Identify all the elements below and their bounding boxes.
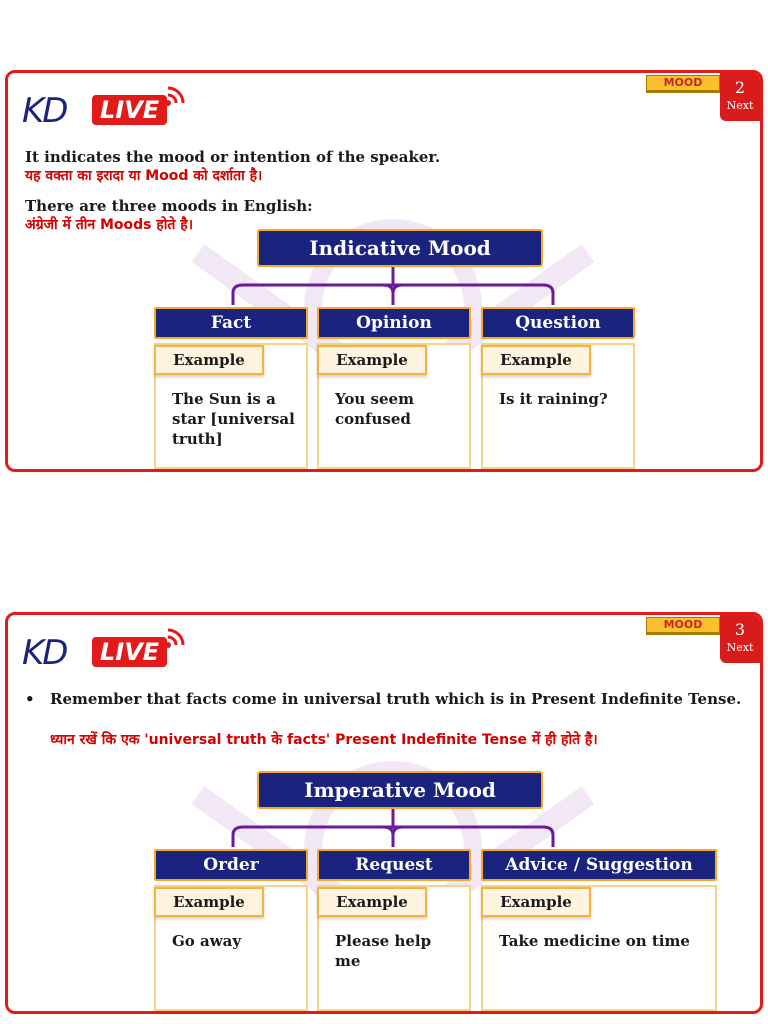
column-heading-opinion: Opinion [317, 307, 471, 339]
next-label: Next [726, 99, 754, 112]
kd-live-logo [22, 83, 192, 135]
slide-indicative-mood [5, 70, 763, 472]
logo-live-text: LIVE [92, 95, 167, 125]
moods-count-english: There are three moods in English: [25, 197, 313, 215]
column-heading-fact: Fact [154, 307, 308, 339]
mood-title: Imperative Mood [257, 771, 543, 809]
column-heading-advice: Advice / Suggestion [481, 849, 717, 881]
example-label: Example [154, 887, 264, 917]
next-page-button[interactable] [720, 73, 760, 121]
example-label: Example [317, 887, 427, 917]
example-text: Go away [172, 932, 242, 950]
example-text: You seem confused [335, 390, 414, 428]
column-heading-order: Order [154, 849, 308, 881]
mood-title: Indicative Mood [257, 229, 543, 267]
next-page-button[interactable] [720, 615, 760, 663]
next-label: Next [726, 641, 754, 654]
bullet-text-english: Remember that facts come in universal truth which is in Present Indefinite Tense. [50, 690, 742, 708]
slide-imperative-mood [5, 612, 763, 1014]
example-card-order [154, 885, 308, 1011]
example-label: Example [154, 345, 264, 375]
example-card-request [317, 885, 471, 1011]
kd-live-logo [22, 625, 192, 677]
example-text: Please help me [335, 932, 432, 970]
page-number: 2 [734, 78, 746, 97]
logo-kd-text: KD [22, 633, 67, 673]
example-card-opinion [317, 343, 471, 469]
column-heading-question: Question [481, 307, 635, 339]
example-label: Example [481, 887, 591, 917]
page-number: 3 [734, 620, 746, 639]
example-text: The Sun is a star [universal truth] [172, 390, 295, 448]
logo-live-text: LIVE [92, 637, 167, 667]
example-card-question [481, 343, 635, 469]
logo-kd-text: KD [22, 91, 67, 131]
column-heading-request: Request [317, 849, 471, 881]
bullet-icon: • [25, 690, 35, 708]
example-label: Example [481, 345, 591, 375]
mood-tag: MOOD [646, 75, 720, 91]
tree-connector [223, 809, 563, 849]
example-card-fact [154, 343, 308, 469]
broadcast-signal-icon [164, 85, 190, 107]
broadcast-signal-icon [164, 627, 190, 649]
moods-count-hindi: अंग्रेजी में तीन Moods होते है। [25, 217, 194, 233]
intro-line-hindi: यह वक्ता का इरादा या Mood को दर्शाता है। [25, 168, 263, 184]
example-label: Example [317, 345, 427, 375]
bullet-text-hindi: ध्यान रखें कि एक 'universal truth के facts' Present Indefinite Tense में ही होते है। [50, 732, 598, 748]
example-text: Is it raining? [499, 390, 608, 408]
example-card-advice [481, 885, 717, 1011]
example-text: Take medicine on time [499, 932, 690, 950]
tree-connector [223, 267, 563, 307]
intro-line-english: It indicates the mood or intention of the speaker. [25, 148, 441, 166]
mood-tag: MOOD [646, 617, 720, 633]
